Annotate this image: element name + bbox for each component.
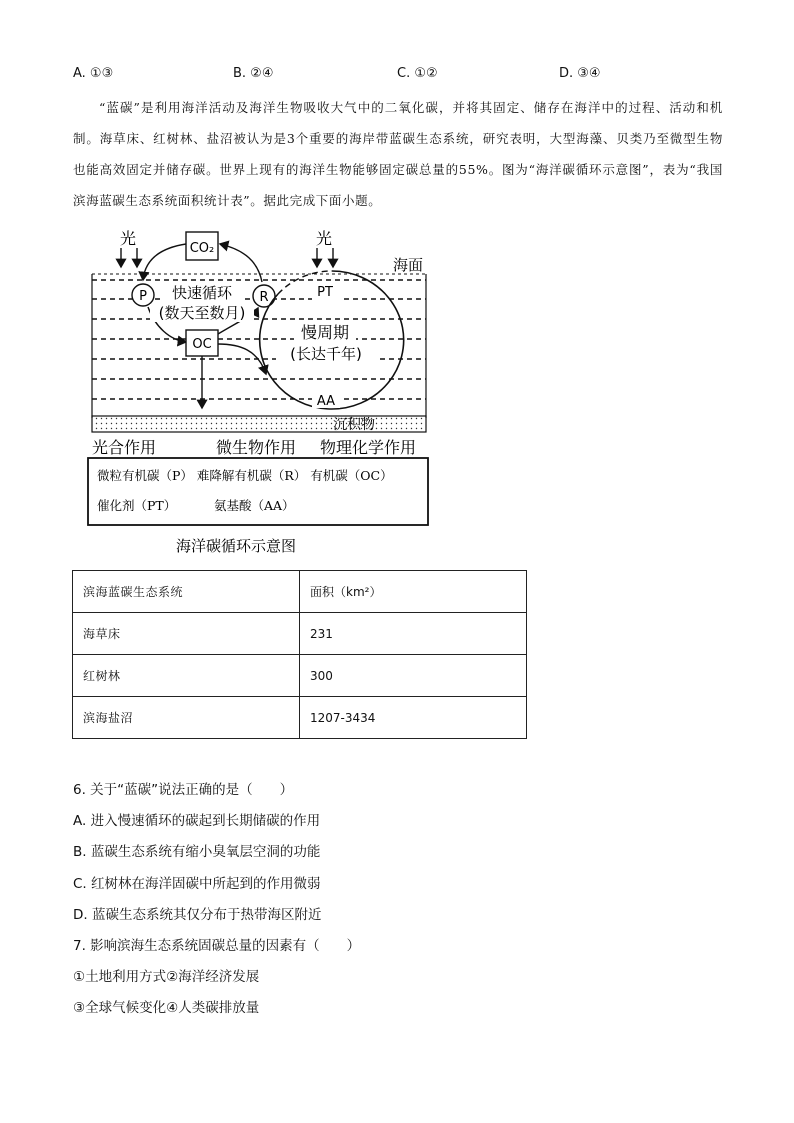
table-row (73, 697, 527, 739)
q6-option-c: C. 红树林在海洋固碳中所起到的作用微弱 (73, 876, 321, 892)
table-header-cell: 面积（km²） (300, 571, 527, 613)
table-cell: 231 (300, 613, 527, 655)
legend-pt: 催化剂（PT） (97, 498, 177, 513)
q6-option-b: B. 蓝碳生态系统有缩小臭氧层空洞的功能 (73, 844, 321, 860)
intro-paragraph (73, 92, 723, 216)
table-cell: 1207-3434 (300, 697, 527, 739)
light-label-right: 光 (316, 229, 333, 248)
slow-cycle-time: (长达千年) (290, 345, 362, 363)
carbon-cycle-diagram (0, 222, 440, 558)
photosynthesis-label: 光合作用 (92, 438, 157, 457)
q6-stem: 6. 关于“蓝碳”说法正确的是（ ） (73, 782, 294, 798)
microbial-label: 微生物作用 (216, 438, 297, 457)
p-label: P (139, 289, 147, 304)
legend-aa: 氨基酸（AA） (214, 498, 295, 513)
q6-option-d: D. 蓝碳生态系统其仅分布于热带海区附近 (73, 907, 322, 923)
table-cell: 红树林 (73, 655, 300, 697)
q6-option-a: A. 进入慢速循环的碳起到长期储碳的作用 (73, 813, 321, 829)
legend-line-1: 微粒有机碳（P） 难降解有机碳（R） 有机碳（OC） (97, 468, 393, 483)
table-cell: 300 (300, 655, 527, 697)
light-label-left: 光 (120, 229, 137, 248)
intro-text: “蓝碳”是利用海洋活动及海洋生物吸收大气中的二氧化碳，并将其固定、储存在海洋中的过程、活动和机制。海草床、红树林、盐沼被认为是3个重要的海岸带蓝碳生态系统，研究表明，大型海藻、贝类乃至微型生物也能高效固定并储存碳。世界上现有的海洋生物能够固定碳总量的55%。图为“海洋碳循环示意图”，表为“我国滨海蓝碳生态系统面积统计表”。据此完成下面小题。 (73, 100, 723, 208)
table-row (73, 613, 527, 655)
prev-option-a: A. ①③ (73, 66, 114, 81)
light-arrows-right (316, 229, 333, 267)
prev-option-c: C. ①② (397, 66, 438, 81)
co2-label: CO₂ (189, 241, 215, 256)
blue-carbon-area-table (72, 570, 527, 739)
sediment-label: 沉积物 (333, 417, 375, 433)
oc-label: OC (192, 337, 212, 352)
r-label: R (259, 290, 269, 305)
slow-cycle-label: 慢周期 (300, 323, 350, 342)
physchem-label: 物理化学作用 (320, 438, 417, 457)
table-row (73, 655, 527, 697)
q7-stem: 7. 影响滨海生态系统固碳总量的因素有（ ） (73, 938, 361, 954)
table-header-row (73, 571, 527, 613)
pt-label: PT (317, 285, 333, 300)
aa-label: AA (316, 394, 336, 409)
table-header-cell: 滨海蓝碳生态系统 (73, 571, 300, 613)
table-cell: 滨海盐沼 (73, 697, 300, 739)
prev-option-b: B. ②④ (233, 66, 274, 81)
table-cell: 海草床 (73, 613, 300, 655)
q7-line-2: ③全球气候变化④人类碳排放量 (73, 1000, 260, 1016)
light-arrows-left (120, 229, 137, 267)
sea-surface-label: 海面 (393, 256, 424, 274)
fast-cycle-time: (数天至数月) (158, 304, 246, 322)
q7-line-1: ①土地利用方式②海洋经济发展 (73, 969, 260, 985)
prev-option-d: D. ③④ (559, 66, 601, 81)
fast-cycle-label: 快速循环 (171, 284, 233, 302)
diagram-caption: 海洋碳循环示意图 (175, 537, 297, 555)
sediment-layer (92, 416, 426, 432)
